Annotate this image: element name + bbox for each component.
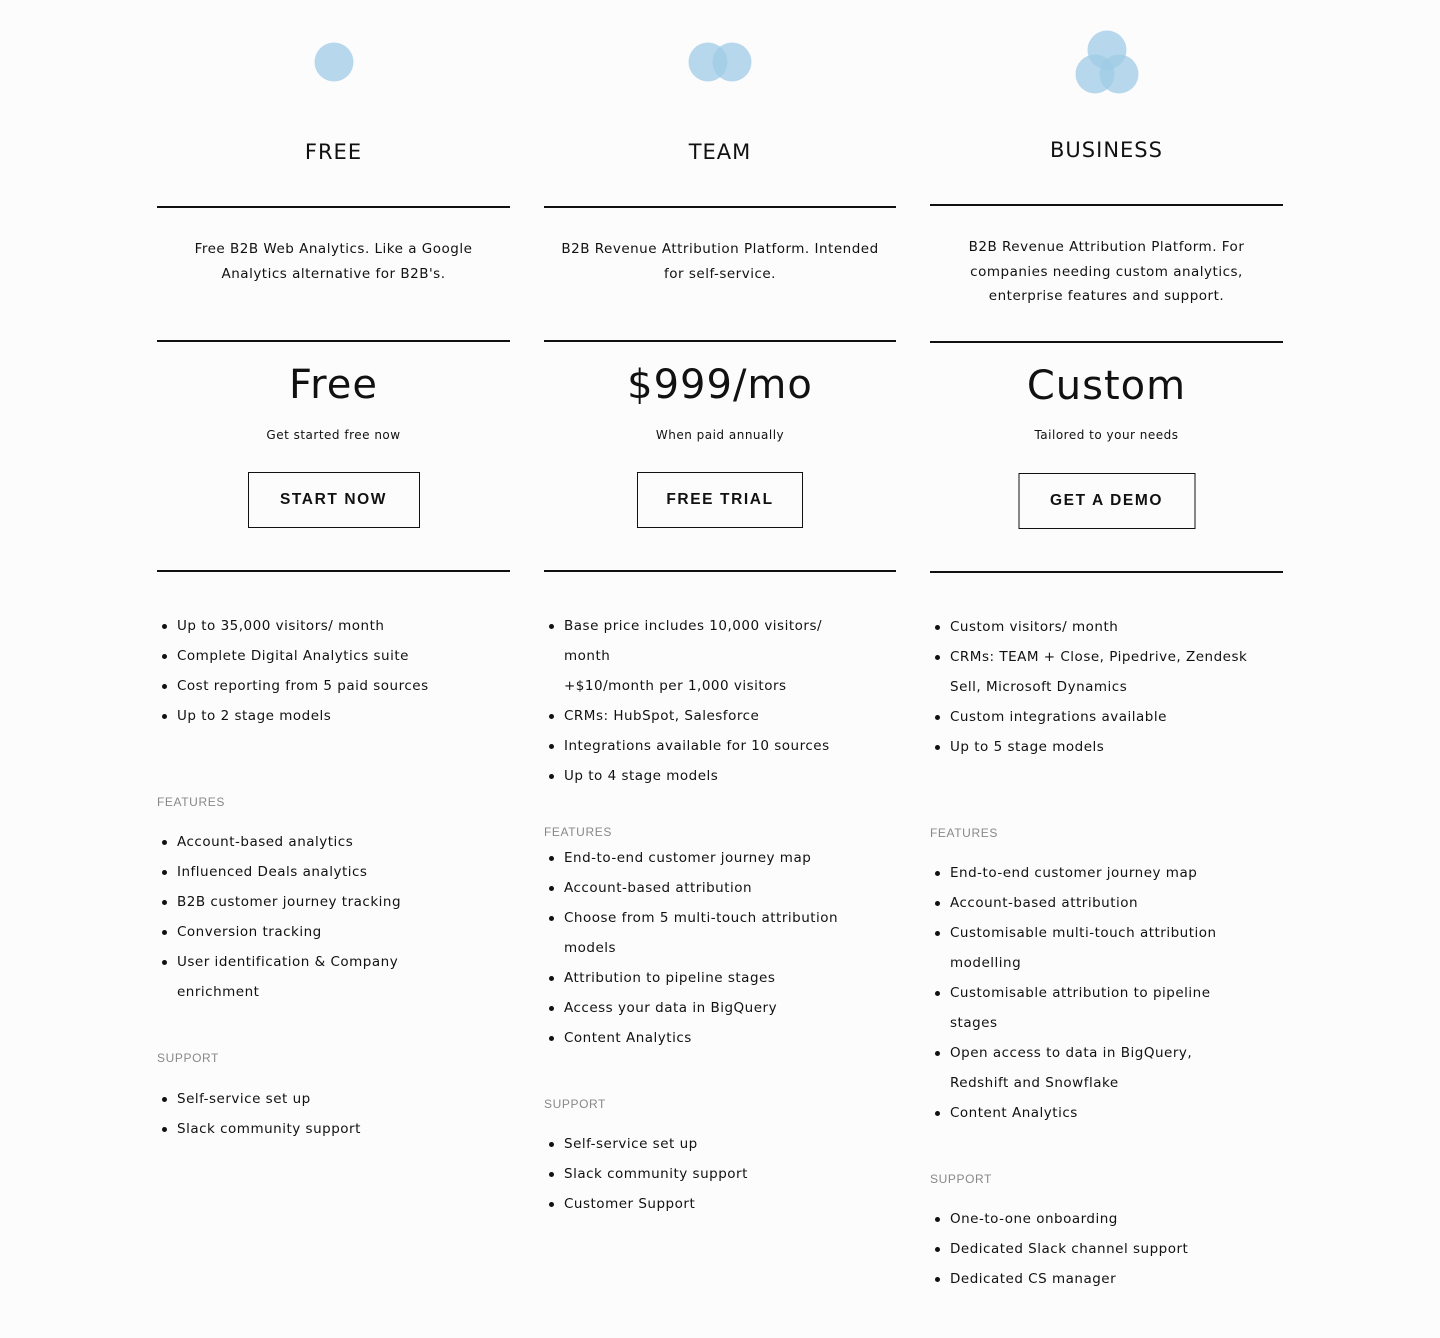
divider [544, 340, 896, 342]
list-item: Up to 2 stage models [157, 701, 510, 731]
list-item-text: Base price includes 10,000 visitors/ month [564, 618, 823, 664]
single-circle-icon [314, 42, 354, 82]
list-item: Account-based analytics [157, 827, 510, 857]
divider [157, 340, 510, 342]
list-item: Complete Digital Analytics suite [157, 641, 510, 671]
list-item: CRMs: TEAM + Close, Pipedrive, Zendesk Sell, Microsoft Dynamics [930, 642, 1265, 702]
price-note: When paid annually [655, 428, 785, 442]
list-item: Customisable attribution to pipeline stages [930, 978, 1240, 1038]
highlights-list [930, 612, 1283, 762]
divider [544, 206, 896, 208]
divider [930, 204, 1283, 206]
start-now-button[interactable]: START NOW [248, 472, 420, 528]
list-item: Up to 4 stage models [544, 761, 896, 791]
divider [157, 570, 510, 572]
list-item: Up to 5 stage models [930, 732, 1283, 762]
list-item [544, 611, 844, 701]
highlights-list [157, 611, 510, 731]
list-item: Integrations available for 10 sources [544, 731, 896, 761]
list-item: Customisable multi-touch attribution modelling [930, 918, 1240, 978]
list-item: Dedicated CS manager [930, 1264, 1283, 1294]
features-label: FEATURES [544, 825, 612, 839]
plan-name: BUSINESS [1050, 138, 1163, 162]
list-item: Customer Support [544, 1189, 896, 1219]
list-item: Access your data in BigQuery [544, 993, 896, 1023]
divider [544, 570, 896, 572]
support-list [930, 1204, 1283, 1294]
list-item: End-to-end customer journey map [544, 843, 896, 873]
list-item: Content Analytics [930, 1098, 1283, 1128]
support-label: SUPPORT [930, 1172, 992, 1186]
features-list [544, 843, 896, 1053]
price-note: Get started free now [266, 428, 401, 442]
plan-description: B2B Revenue Attribution Platform. For companies needing custom analytics, enterprise features and support. [968, 239, 1245, 304]
list-item: Influenced Deals analytics [157, 857, 510, 887]
list-item: Custom visitors/ month [930, 612, 1283, 642]
get-a-demo-button[interactable]: GET A DEMO [1018, 473, 1195, 529]
plan-description: B2B Revenue Attribution Platform. Intended for self-service. [561, 241, 879, 282]
list-item: Account-based attribution [544, 873, 896, 903]
list-item-continuation: +$10/month per 1,000 visitors [564, 678, 787, 694]
list-item: Open access to data in BigQuery, Redshift and Snowflake [930, 1038, 1220, 1098]
divider [157, 206, 510, 208]
features-list [930, 858, 1283, 1128]
list-item: Custom integrations available [930, 702, 1283, 732]
list-item: Slack community support [157, 1114, 510, 1144]
list-item: CRMs: HubSpot, Salesforce [544, 701, 896, 731]
list-item: Self-service set up [544, 1129, 896, 1159]
list-item: Account-based attribution [930, 888, 1283, 918]
plan-description: Free B2B Web Analytics. Like a Google Analytics alternative for B2B's. [194, 241, 473, 282]
price-note: Tailored to your needs [1034, 428, 1179, 442]
list-item: Self-service set up [157, 1084, 510, 1114]
features-label: FEATURES [930, 826, 998, 840]
plan-price: $999/mo [627, 362, 813, 408]
list-item: End-to-end customer journey map [930, 858, 1283, 888]
list-item: Slack community support [544, 1159, 896, 1189]
highlights-list [544, 611, 896, 791]
list-item: Attribution to pipeline stages [544, 963, 896, 993]
two-circles-icon [688, 42, 752, 82]
list-item: Dedicated Slack channel support [930, 1234, 1283, 1264]
support-list [544, 1129, 896, 1219]
support-label: SUPPORT [157, 1051, 219, 1065]
list-item: Choose from 5 multi-touch attribution models [544, 903, 874, 963]
support-label: SUPPORT [544, 1097, 606, 1111]
list-item: Conversion tracking [157, 917, 510, 947]
list-item: User identification & Company enrichment [157, 947, 427, 1007]
list-item: B2B customer journey tracking [157, 887, 510, 917]
support-list [157, 1084, 510, 1144]
list-item: Up to 35,000 visitors/ month [157, 611, 510, 641]
plan-name: FREE [304, 140, 363, 164]
plan-price: Free [289, 362, 378, 408]
plan-name: TEAM [688, 140, 752, 164]
divider [930, 571, 1283, 573]
plan-price: Custom [1026, 363, 1187, 409]
free-trial-button[interactable]: FREE TRIAL [637, 472, 803, 528]
list-item: Content Analytics [544, 1023, 896, 1053]
divider [930, 341, 1283, 343]
features-label: FEATURES [157, 795, 225, 809]
features-list [157, 827, 510, 1007]
three-circles-icon [1075, 30, 1139, 94]
list-item: One-to-one onboarding [930, 1204, 1283, 1234]
list-item: Cost reporting from 5 paid sources [157, 671, 510, 701]
